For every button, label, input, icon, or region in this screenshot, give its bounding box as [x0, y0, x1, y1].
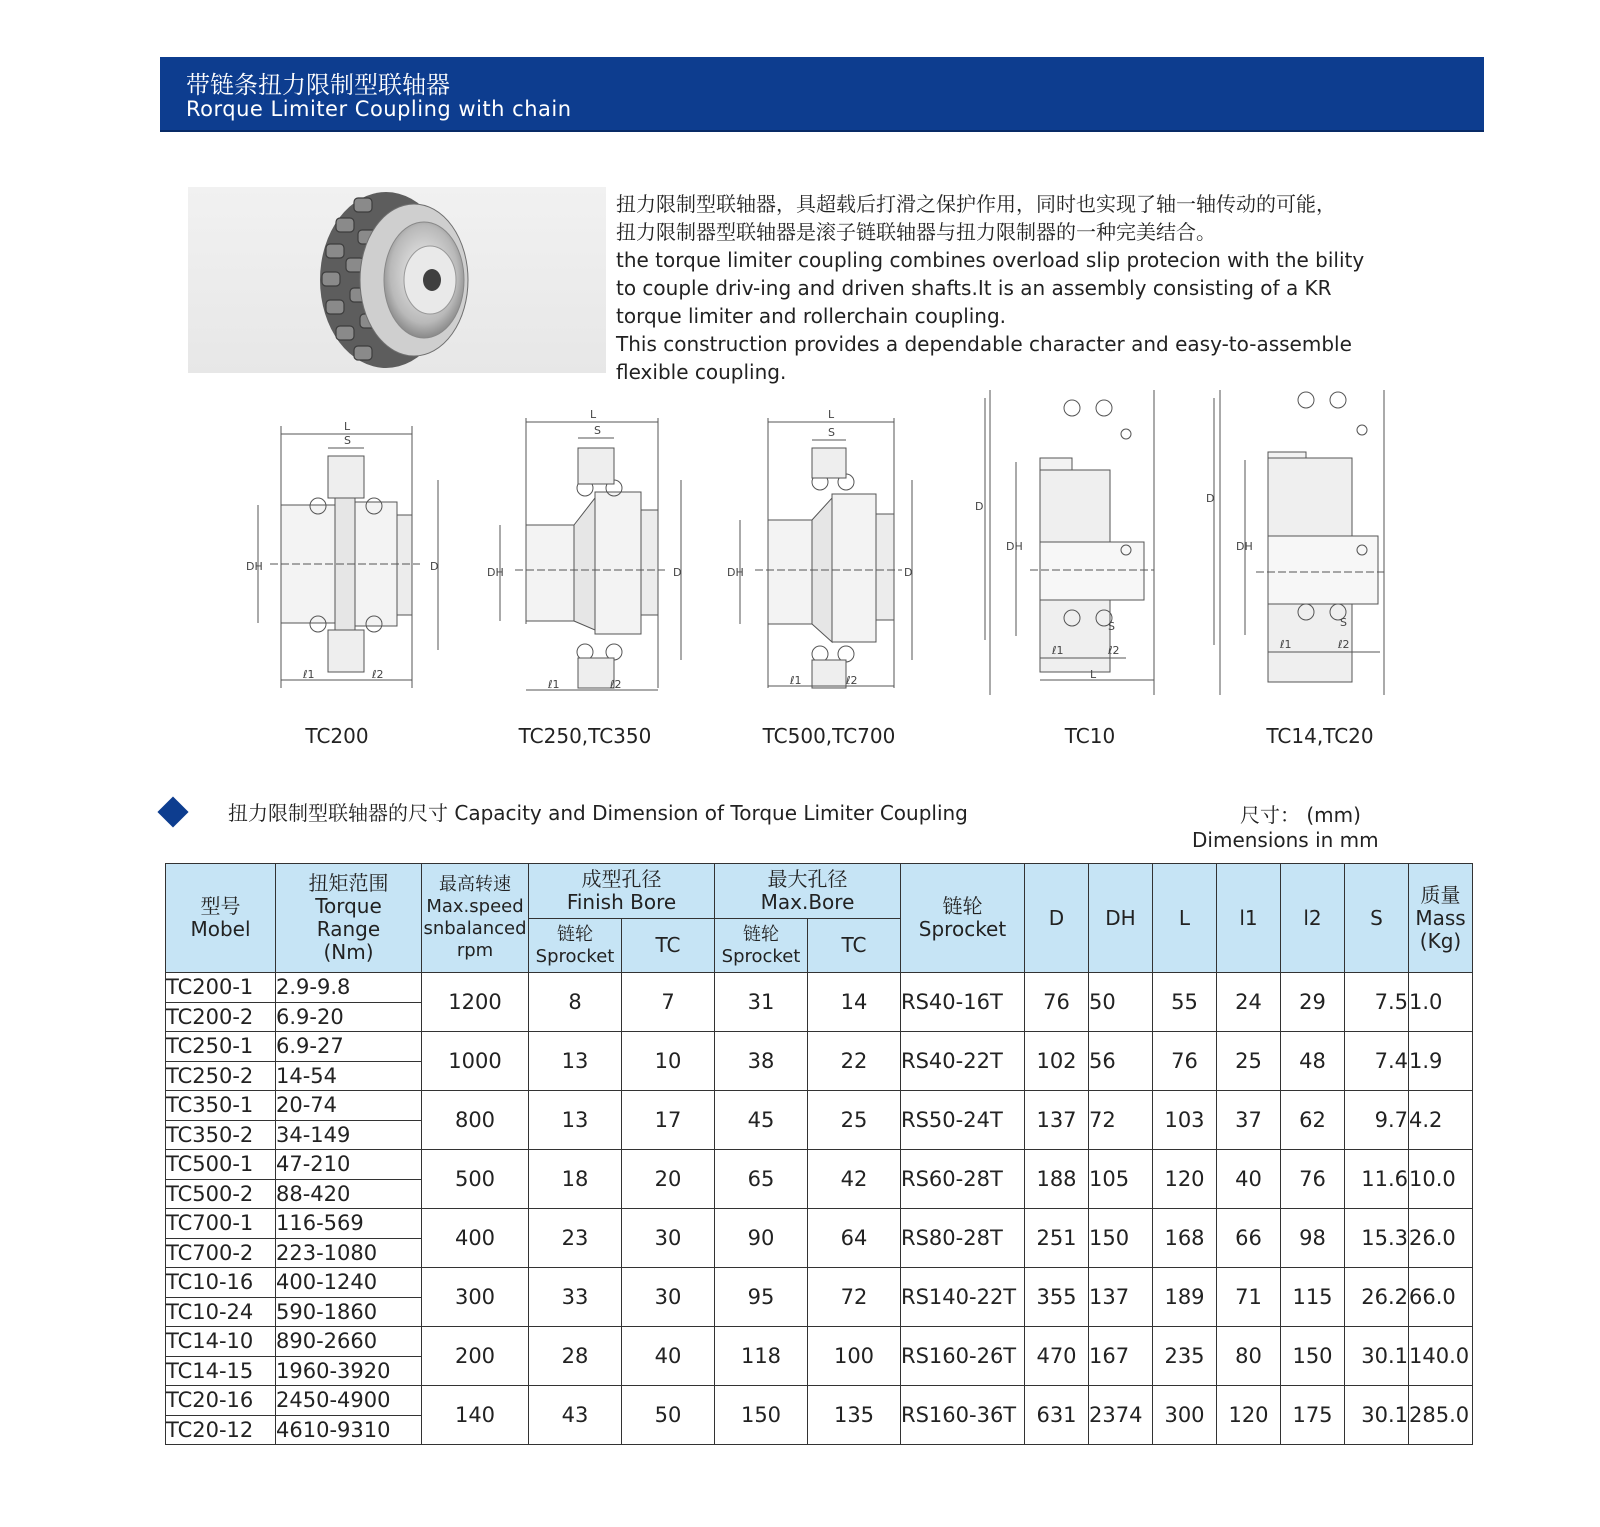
l-cell: 76 — [1153, 1032, 1217, 1091]
l-cell: 189 — [1153, 1268, 1217, 1327]
header-S: S — [1345, 864, 1409, 973]
d-cell: 355 — [1025, 1268, 1089, 1327]
dim-label-L: L — [828, 408, 835, 421]
mass-cell: 26.0 — [1409, 1209, 1473, 1268]
torque-cell: 1960-3920 — [276, 1356, 422, 1386]
model-cell: TC200-2 — [166, 1002, 276, 1032]
max-bore-tc-cell: 25 — [808, 1091, 901, 1150]
dim-label-DH: DH — [1236, 540, 1253, 553]
finish-bore-sprocket-cell: 8 — [529, 973, 622, 1032]
model-cell: TC14-10 — [166, 1327, 276, 1357]
intro-line: 扭力限制型联轴器，具超载后打滑之保护作用，同时也实现了轴一轴传动的可能， — [616, 192, 1336, 216]
header-max-tc: TC — [808, 919, 901, 973]
intro-text — [616, 190, 1496, 386]
l1-cell: 37 — [1217, 1091, 1281, 1150]
finish-bore-tc-cell: 17 — [622, 1091, 715, 1150]
finish-bore-tc-cell: 20 — [622, 1150, 715, 1209]
mass-cell: 140.0 — [1409, 1327, 1473, 1386]
dim-label-L: L — [590, 408, 597, 421]
max-bore-tc-cell: 64 — [808, 1209, 901, 1268]
sprocket-cell: RS60-28T — [901, 1150, 1025, 1209]
l2-cell: 48 — [1281, 1032, 1345, 1091]
drawing-tc200 — [246, 420, 438, 688]
max-bore-tc-cell: 42 — [808, 1150, 901, 1209]
l-cell: 103 — [1153, 1091, 1217, 1150]
l2-cell: 29 — [1281, 973, 1345, 1032]
l2-cell: 98 — [1281, 1209, 1345, 1268]
torque-cell: 2450-4900 — [276, 1386, 422, 1416]
sprocket-cell: RS50-24T — [901, 1091, 1025, 1150]
finish-bore-tc-cell: 30 — [622, 1209, 715, 1268]
speed-cell: 200 — [422, 1327, 529, 1386]
torque-cell: 400-1240 — [276, 1268, 422, 1298]
intro-line: This construction provides a dependable character and easy-to-assemble — [616, 332, 1352, 356]
dim-label-D: D — [904, 566, 913, 579]
mass-cell: 285.0 — [1409, 1386, 1473, 1445]
l1-cell: 120 — [1217, 1386, 1281, 1445]
l2-cell: 175 — [1281, 1386, 1345, 1445]
torque-cell: 47-210 — [276, 1150, 422, 1180]
page-title-cn: 带链条扭力限制型联轴器 — [186, 71, 450, 99]
header-banner — [160, 57, 1484, 132]
dim-label-l2: ℓ2 — [1108, 644, 1120, 657]
section-diamond-icon — [157, 796, 188, 827]
section-title: 扭力限制型联轴器的尺寸 Capacity and Dimension of Torque Limiter Coupling — [228, 801, 968, 825]
dh-cell: 56 — [1089, 1032, 1153, 1091]
dim-label-L: L — [344, 420, 351, 433]
d-cell: 251 — [1025, 1209, 1089, 1268]
d-cell: 470 — [1025, 1327, 1089, 1386]
sprocket-cell: RS40-16T — [901, 973, 1025, 1032]
speed-cell: 140 — [422, 1386, 529, 1445]
dh-cell: 137 — [1089, 1268, 1153, 1327]
header-finish-tc: TC — [622, 919, 715, 973]
header-sprocket: 链轮 Sprocket — [901, 864, 1025, 973]
l1-cell: 66 — [1217, 1209, 1281, 1268]
dim-label-S: S — [344, 434, 351, 447]
table-row — [166, 973, 1473, 1003]
dh-cell: 72 — [1089, 1091, 1153, 1150]
intro-line: flexible coupling. — [616, 360, 787, 384]
dim-label-l1: ℓ1 — [1280, 638, 1292, 651]
l1-cell: 71 — [1217, 1268, 1281, 1327]
torque-cell: 6.9-20 — [276, 1002, 422, 1032]
max-bore-sprocket-cell: 31 — [715, 973, 808, 1032]
d-cell: 188 — [1025, 1150, 1089, 1209]
torque-cell: 590-1860 — [276, 1297, 422, 1327]
max-bore-sprocket-cell: 118 — [715, 1327, 808, 1386]
sprocket-cell: RS80-28T — [901, 1209, 1025, 1268]
s-cell: 11.6 — [1345, 1150, 1409, 1209]
s-cell: 9.7 — [1345, 1091, 1409, 1150]
d-cell: 137 — [1025, 1091, 1089, 1150]
dim-label-S: S — [594, 424, 601, 437]
intro-line: 扭力限制器型联轴器是滚子链联轴器与扭力限制器的一种完美结合。 — [616, 220, 1216, 244]
speed-cell: 1200 — [422, 973, 529, 1032]
l2-cell: 115 — [1281, 1268, 1345, 1327]
dh-cell: 50 — [1089, 973, 1153, 1032]
max-bore-tc-cell: 72 — [808, 1268, 901, 1327]
l2-cell: 76 — [1281, 1150, 1345, 1209]
model-cell: TC20-16 — [166, 1386, 276, 1416]
model-cell: TC250-2 — [166, 1061, 276, 1091]
torque-cell: 116-569 — [276, 1209, 422, 1239]
d-cell: 102 — [1025, 1032, 1089, 1091]
max-bore-sprocket-cell: 150 — [715, 1386, 808, 1445]
table-row — [166, 1209, 1473, 1239]
speed-cell: 400 — [422, 1209, 529, 1268]
s-cell: 7.4 — [1345, 1032, 1409, 1091]
model-cell: TC250-1 — [166, 1032, 276, 1062]
table-row — [166, 1327, 1473, 1357]
model-cell: TC350-2 — [166, 1120, 276, 1150]
dim-label-S: S — [1340, 616, 1347, 629]
torque-cell: 6.9-27 — [276, 1032, 422, 1062]
dim-label-S: S — [1108, 620, 1115, 633]
unit-label-en: Dimensions in mm — [1192, 828, 1379, 852]
speed-cell: 300 — [422, 1268, 529, 1327]
torque-cell: 14-54 — [276, 1061, 422, 1091]
header-model: 型号 Mobel — [166, 864, 276, 973]
product-photo — [188, 187, 606, 373]
header-torque: 扭矩范围 Torque Range (Nm) — [276, 864, 422, 973]
header-mass: 质量 Mass (Kg) — [1409, 864, 1473, 973]
drawing-tc14-tc20 — [1206, 390, 1384, 695]
dim-label-DH: DH — [246, 560, 263, 573]
drawing-label: TC10 — [1064, 724, 1116, 748]
l1-cell: 80 — [1217, 1327, 1281, 1386]
table-row — [166, 1150, 1473, 1180]
dim-label-l1: ℓ1 — [1052, 644, 1064, 657]
dim-label-DH: DH — [1006, 540, 1023, 553]
finish-bore-tc-cell: 40 — [622, 1327, 715, 1386]
model-cell: TC700-2 — [166, 1238, 276, 1268]
dh-cell: 2374 — [1089, 1386, 1153, 1445]
model-cell: TC700-1 — [166, 1209, 276, 1239]
dh-cell: 150 — [1089, 1209, 1153, 1268]
mass-cell: 4.2 — [1409, 1091, 1473, 1150]
model-cell: TC500-1 — [166, 1150, 276, 1180]
model-cell: TC14-15 — [166, 1356, 276, 1386]
finish-bore-tc-cell: 10 — [622, 1032, 715, 1091]
dim-label-l2: ℓ2 — [372, 668, 384, 681]
max-bore-tc-cell: 135 — [808, 1386, 901, 1445]
max-bore-sprocket-cell: 65 — [715, 1150, 808, 1209]
intro-line: torque limiter and rollerchain coupling. — [616, 304, 1007, 328]
header-l2: l2 — [1281, 864, 1345, 973]
header-l1: l1 — [1217, 864, 1281, 973]
dim-label-l1: ℓ1 — [303, 668, 315, 681]
s-cell: 30.1 — [1345, 1327, 1409, 1386]
coupling-photo-illustration — [188, 187, 606, 373]
model-cell: TC20-12 — [166, 1415, 276, 1445]
dim-label-DH: DH — [727, 566, 744, 579]
max-bore-tc-cell: 22 — [808, 1032, 901, 1091]
dim-label-D: D — [430, 560, 439, 573]
table-row — [166, 1268, 1473, 1298]
header-L: L — [1153, 864, 1217, 973]
l-cell: 55 — [1153, 973, 1217, 1032]
model-cell: TC500-2 — [166, 1179, 276, 1209]
finish-bore-tc-cell: 7 — [622, 973, 715, 1032]
finish-bore-sprocket-cell: 33 — [529, 1268, 622, 1327]
speed-cell: 800 — [422, 1091, 529, 1150]
torque-cell: 20-74 — [276, 1091, 422, 1121]
table-row — [166, 1386, 1473, 1416]
sprocket-cell: RS140-22T — [901, 1268, 1025, 1327]
drawing-label: TC200 — [305, 724, 369, 748]
max-bore-tc-cell: 100 — [808, 1327, 901, 1386]
drawing-tc500-tc700 — [727, 408, 912, 688]
l1-cell: 24 — [1217, 973, 1281, 1032]
max-bore-tc-cell: 14 — [808, 973, 901, 1032]
technical-drawings — [0, 390, 1600, 720]
d-cell: 76 — [1025, 973, 1089, 1032]
speed-cell: 1000 — [422, 1032, 529, 1091]
header-DH: DH — [1089, 864, 1153, 973]
dim-label-l2: ℓ2 — [610, 678, 622, 691]
dim-label-L: L — [1090, 668, 1097, 681]
s-cell: 7.5 — [1345, 973, 1409, 1032]
drawing-label: TC14,TC20 — [1266, 724, 1374, 748]
finish-bore-sprocket-cell: 18 — [529, 1150, 622, 1209]
header-finish-bore: 成型孔径 Finish Bore — [529, 864, 715, 919]
max-bore-sprocket-cell: 45 — [715, 1091, 808, 1150]
header-D: D — [1025, 864, 1089, 973]
finish-bore-sprocket-cell: 13 — [529, 1091, 622, 1150]
finish-bore-sprocket-cell: 43 — [529, 1386, 622, 1445]
s-cell: 30.1 — [1345, 1386, 1409, 1445]
mass-cell: 1.9 — [1409, 1032, 1473, 1091]
l-cell: 120 — [1153, 1150, 1217, 1209]
drawing-label: TC500,TC700 — [762, 724, 896, 748]
finish-bore-sprocket-cell: 28 — [529, 1327, 622, 1386]
max-bore-sprocket-cell: 38 — [715, 1032, 808, 1091]
dim-label-l2: ℓ2 — [846, 674, 858, 687]
dim-label-DH: DH — [487, 566, 504, 579]
max-bore-sprocket-cell: 95 — [715, 1268, 808, 1327]
s-cell: 26.2 — [1345, 1268, 1409, 1327]
torque-cell: 34-149 — [276, 1120, 422, 1150]
dim-label-D: D — [1206, 492, 1215, 505]
mass-cell: 66.0 — [1409, 1268, 1473, 1327]
dim-label-D: D — [673, 566, 682, 579]
dim-label-D: D — [975, 500, 984, 513]
l1-cell: 25 — [1217, 1032, 1281, 1091]
s-cell: 15.3 — [1345, 1209, 1409, 1268]
l1-cell: 40 — [1217, 1150, 1281, 1209]
mass-cell: 10.0 — [1409, 1150, 1473, 1209]
dh-cell: 105 — [1089, 1150, 1153, 1209]
torque-cell: 223-1080 — [276, 1238, 422, 1268]
finish-bore-tc-cell: 50 — [622, 1386, 715, 1445]
header-max-sprocket: 链轮 Sprocket — [715, 919, 808, 973]
l-cell: 168 — [1153, 1209, 1217, 1268]
l-cell: 235 — [1153, 1327, 1217, 1386]
intro-line: to couple driv-ing and driven shafts.It is an assembly consisting of a KR — [616, 276, 1332, 300]
d-cell: 631 — [1025, 1386, 1089, 1445]
intro-line: the torque limiter coupling combines overload slip protecion with the bility — [616, 248, 1365, 272]
dim-label-l2: ℓ2 — [1338, 638, 1350, 651]
mass-cell: 1.0 — [1409, 973, 1473, 1032]
header-max-bore: 最大孔径 Max.Bore — [715, 864, 901, 919]
page-title-en: Rorque Limiter Coupling with chain — [186, 97, 572, 121]
header-finish-sprocket: 链轮 Sprocket — [529, 919, 622, 973]
drawing-tc10 — [975, 390, 1154, 695]
torque-cell: 2.9-9.8 — [276, 973, 422, 1003]
sprocket-cell: RS40-22T — [901, 1032, 1025, 1091]
torque-cell: 890-2660 — [276, 1327, 422, 1357]
sprocket-cell: RS160-36T — [901, 1386, 1025, 1445]
header-speed: 最高转速 Max.speed snbalanced rpm — [422, 864, 529, 973]
finish-bore-sprocket-cell: 23 — [529, 1209, 622, 1268]
unit-label-cn: 尺寸： (mm) — [1240, 803, 1361, 827]
spec-table — [165, 863, 1473, 1445]
dim-label-S: S — [828, 426, 835, 439]
model-cell: TC200-1 — [166, 973, 276, 1003]
drawing-label: TC250,TC350 — [518, 724, 652, 748]
l-cell: 300 — [1153, 1386, 1217, 1445]
speed-cell: 500 — [422, 1150, 529, 1209]
model-cell: TC350-1 — [166, 1091, 276, 1121]
table-row — [166, 1032, 1473, 1062]
finish-bore-tc-cell: 30 — [622, 1268, 715, 1327]
torque-cell: 88-420 — [276, 1179, 422, 1209]
finish-bore-sprocket-cell: 13 — [529, 1032, 622, 1091]
l2-cell: 150 — [1281, 1327, 1345, 1386]
max-bore-sprocket-cell: 90 — [715, 1209, 808, 1268]
table-row — [166, 1091, 1473, 1121]
dim-label-l1: ℓ1 — [548, 678, 560, 691]
model-cell: TC10-16 — [166, 1268, 276, 1298]
dim-label-l1: ℓ1 — [790, 674, 802, 687]
sprocket-cell: RS160-26T — [901, 1327, 1025, 1386]
l2-cell: 62 — [1281, 1091, 1345, 1150]
model-cell: TC10-24 — [166, 1297, 276, 1327]
torque-cell: 4610-9310 — [276, 1415, 422, 1445]
dh-cell: 167 — [1089, 1327, 1153, 1386]
drawing-tc250-tc350 — [487, 408, 681, 691]
